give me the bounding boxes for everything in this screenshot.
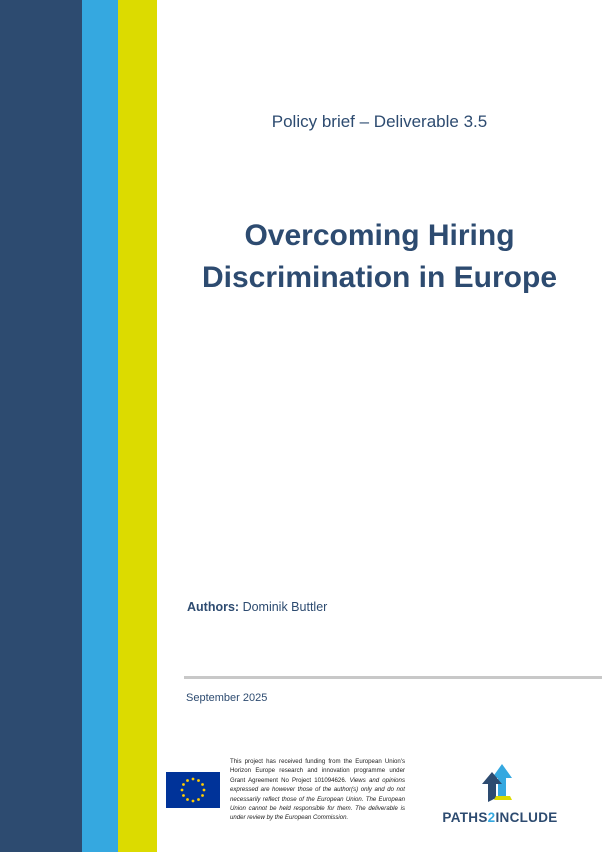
publication-date: September 2025 (186, 692, 268, 704)
logo-text-2: 2 (487, 810, 496, 825)
eu-star (186, 798, 189, 801)
document-subtitle: Policy brief – Deliverable 3.5 (271, 112, 488, 131)
eu-star (182, 783, 185, 786)
authors (187, 600, 327, 614)
eu-star (203, 789, 206, 792)
logo-text-paths: PATHS (442, 810, 488, 825)
left-stripe-yellow (118, 0, 157, 852)
eu-star (186, 779, 189, 782)
authors-value: Dominik Buttler (242, 600, 328, 614)
paths2include-arrow-logo-icon (472, 756, 522, 806)
document-title (157, 215, 602, 299)
divider (184, 676, 602, 679)
eu-star (192, 778, 195, 781)
paths2include-wordmark (420, 810, 580, 825)
eu-star (201, 794, 204, 797)
disclaimer-italic: Views and opinions expressed are however those of the author(s) only and do not necessarily reflect those of the European Union. The European Union cannot be held responsible for them. The deliverable is under review by the European Commission. (230, 776, 405, 822)
eu-star (197, 798, 200, 801)
funding-disclaimer (230, 757, 405, 823)
eu-star (181, 789, 184, 792)
eu-star (201, 783, 204, 786)
authors-label: Authors: (187, 600, 240, 614)
left-stripe-blue (82, 0, 118, 852)
logo-text-include: INCLUDE (495, 810, 558, 825)
eu-star (182, 794, 185, 797)
left-stripe-navy (0, 0, 82, 852)
eu-star (192, 800, 195, 803)
eu-flag-icon (166, 772, 220, 808)
disclaimer-plain: This project has received funding from the European Union's Horizon Europe research and innovation programme under Grant Agreement No Project 101094626. (230, 758, 405, 784)
title-line-2: Discrimination in Europe (201, 261, 558, 294)
eu-star (197, 779, 200, 782)
title-line-1: Overcoming Hiring (244, 219, 515, 252)
